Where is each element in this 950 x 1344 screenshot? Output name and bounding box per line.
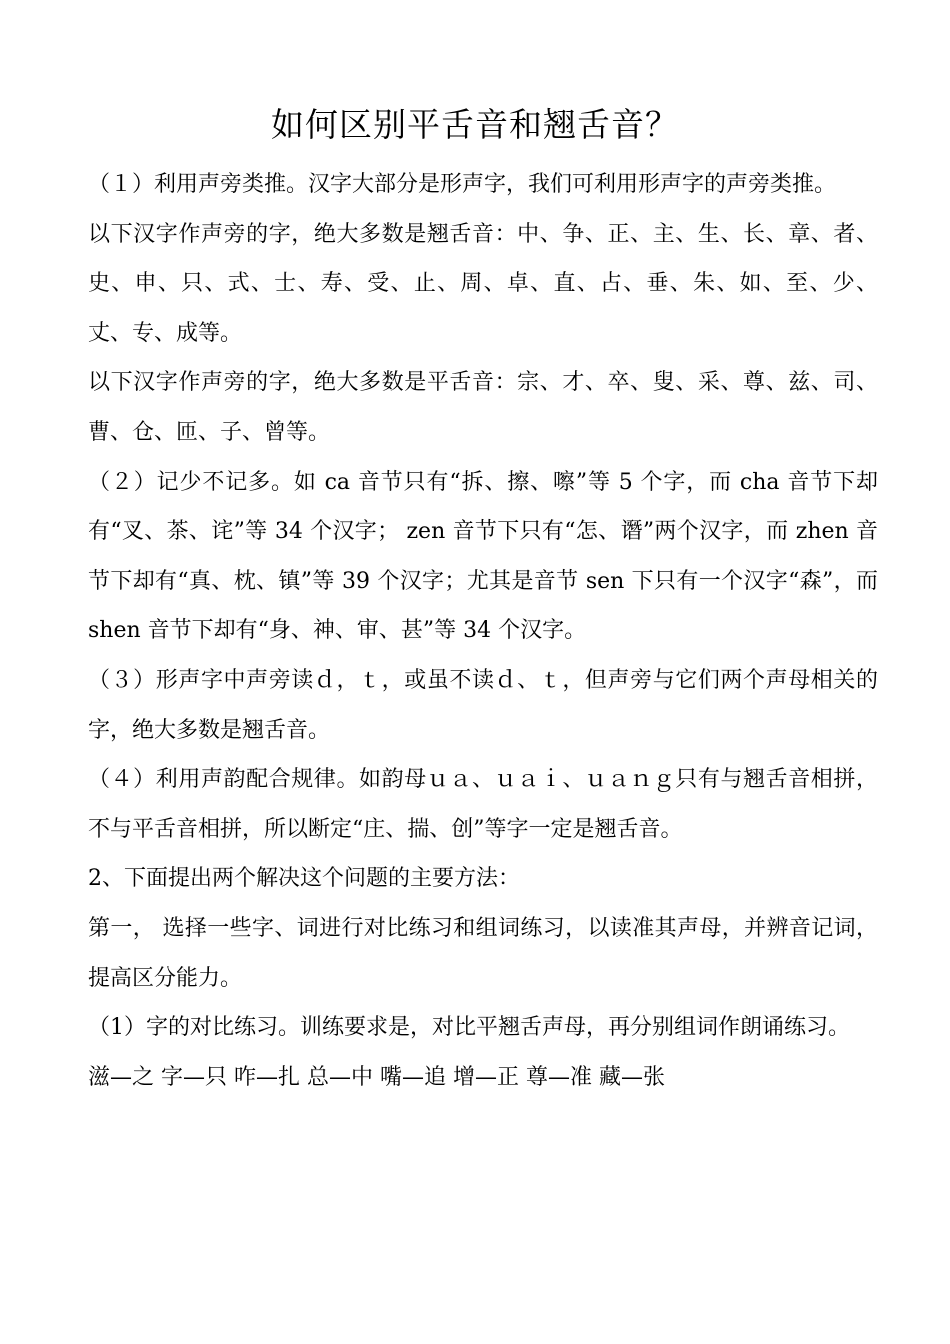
document-title: 如何区别平舌音和翘舌音？ xyxy=(271,105,679,144)
paragraph-flat-radicals: 以下汉字作声旁的字，绝大多数是平舌音：宗、才、卒、叟、采、尊、兹、司、曹、仓、匝、子、曾等。 xyxy=(88,370,878,445)
paragraph-method-4: （４）利用声韵配合规律。如韵母ｕａ、ｕａｉ、ｕａｎｇ只有与翘舌音相拼，不与平舌音相拼，所以断定“庄、揣、创”等字一定是翘舌音。 xyxy=(88,767,878,842)
paragraph-method-1: （１）利用声旁类推。汉字大部分是形声字，我们可利用形声字的声旁类推。 xyxy=(88,172,837,197)
paragraph-retroflex-radicals: 以下汉字作声旁的字，绝大多数是翘舌音：中、争、正、主、生、长、章、者、史、申、只、式、士、寿、受、止、周、卓、直、占、垂、朱、如、至、少、丈、专、成等。 xyxy=(88,221,878,346)
paragraph-contrast-practice: （1）字的对比练习。训练要求是，对比平翘舌声母，再分别组词作朗诵练习。 xyxy=(88,1015,850,1041)
document-body xyxy=(88,160,878,1102)
paragraph-method-2: （２）记少不记多。如 ca 音节只有“拆、擦、嚓”等 5 个字，而 cha 音节下却有“叉、茶、诧”等 34 个汉字； zen 音节下只有“怎、谮”两个汉字，而 zhen 音节下却有“真、枕、镇”等 39 个汉字；尤其是音节 sen 下只有一个汉字“森”，而 shen 音节下却有“身、神、审、甚”等 34 个汉字。 xyxy=(88,469,878,644)
paragraph-method-3: （３）形声字中声旁读ｄ，ｔ，或虽不读ｄ、ｔ，但声旁与它们两个声母相关的字，绝大多数是翘舌音。 xyxy=(88,667,878,743)
paragraph-word-pairs: 滋—之 字—只 咋—扎 总—中 嘴—追 增—正 尊—准 藏—张 xyxy=(88,1064,665,1090)
paragraph-section-2: 2、下面提出两个解决这个问题的主要方法： xyxy=(88,866,520,892)
paragraph-first-method: 第一， 选择一些字、词进行对比练习和组词练习，以读准其声母，并辨音记词，提高区分能力。 xyxy=(88,915,878,991)
